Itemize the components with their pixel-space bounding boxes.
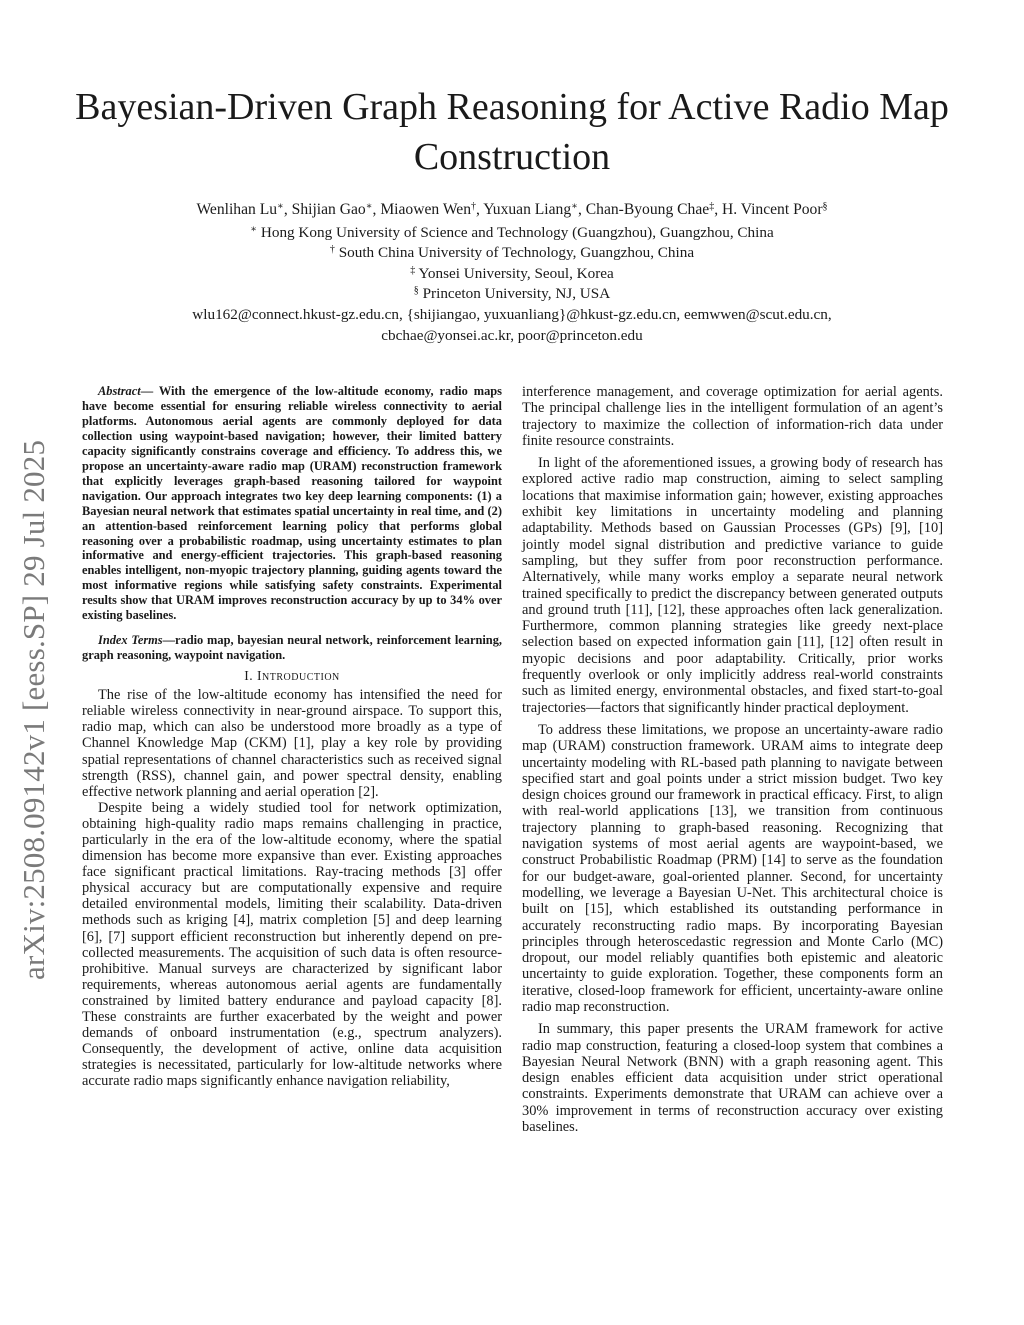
- author-mark: ∗: [277, 201, 284, 212]
- author-name: H. Vincent Poor: [721, 201, 823, 218]
- author-name: Wenlihan Lu: [196, 201, 278, 218]
- author-mark: ‡: [709, 201, 715, 212]
- author-mark: †: [471, 201, 477, 212]
- affiliation-mark: ‡: [410, 264, 416, 276]
- affiliation-text: Princeton University, NJ, USA: [422, 285, 611, 303]
- abstract-label: Abstract: [98, 384, 141, 398]
- email-line: wlu162@connect.hkust-gz.edu.cn, {shijiangao, yuxuanliang}@hkust-gz.edu.cn, eemwwen@scut.edu.cn,: [192, 305, 832, 323]
- index-terms-text: —radio map, bayesian neural network, reinforcement learning, graph reasoning, waypoint navigation.: [82, 633, 502, 663]
- affiliation: [80, 264, 944, 285]
- paragraph: interference management, and coverage optimization for aerial agents. The principal challenge lies in the intelligent formulation of an agent’s trajectory to maximize the collection of information-rich data under finite resource constraints.: [522, 384, 943, 449]
- paragraph: The rise of the low-altitude economy has intensified the need for reliable wireless connectivity in near-ground airspace. To support this, radio map, which can also be understood more broadly as a type of Channel Knowledge Map (CKM) [1], play a key role by providing spatial representations of channel characteristics such as received signal strength (RSS), channel gain, and power spectral density, enabling effective network planning and aerial operation [2].: [82, 687, 502, 800]
- affiliation-text: Yonsei University, Seoul, Korea: [418, 264, 614, 282]
- index-terms: [82, 633, 502, 663]
- paragraph: Despite being a widely studied tool for network optimization, obtaining high-quality radio maps remains challenging in practice, particularly in the era of the low-altitude economy, where the spatial dimension has become more expansive than ever. Existing approaches face significant practical limitations. Ray-tracing methods [3] offer physical accuracy but are computationally expensive and require detailed environmental models, limiting their scalability. Data-driven methods such as kriging [4], matrix completion [5] and deep learning [6], [7] support efficient reconstruction but inherently depend on pre-collected measurements. The acquisition of such data is often resource-prohibitive. Manual surveys are characterized by significant labor requirements, whereas autonomous aerial agents are fundamentally constrained by limited battery endurance and payload capacity [8]. These constraints are further exacerbated by the weight and power demands of onboard instrumentation (e.g., spectrum analyzers). Consequently, the development of active, online data acquisition strategies is necessitated, particularly for low-altitude networks where accurate radio maps significantly enhance navigation reliability,: [82, 799, 502, 1090]
- arxiv-identifier: arXiv:2508.09142v1 [eess.SP] 29 Jul 2025: [16, 439, 51, 980]
- abstract: [82, 384, 502, 623]
- author-name: Miaowen Wen: [380, 201, 472, 218]
- author-list: Wenlihan Lu∗, Shijian Gao∗, Miaowen Wen†, Yuxuan Liang∗, Chan-Byoung Chae‡, H. Vincent Poor§: [196, 201, 828, 218]
- affiliation-mark: ∗: [250, 223, 258, 235]
- affiliation-mark: †: [329, 244, 335, 256]
- affiliation-mark: §: [413, 285, 419, 297]
- affiliation: [80, 284, 944, 305]
- paragraph: To address these limitations, we propose an uncertainty-aware radio map (URAM) construction framework. URAM aims to integrate deep uncertainty modeling with RL-based path planning to navigate between specified start and goal points under a strict mission budget. Two key design choices ground our framework in practical efficacy. First, to align with real-world applications [13], we transition from continuous trajectory planning to graph-based reasoning. Recognizing that navigation systems of most aerial agents are waypoint-based, we construct Probabilistic Roadmap (PRM) [14] to serve as the foundation for our budget-aware, goal-oriented planner. Second, for uncertainty modelling, we leverage a Bayesian U-Net. This architectural choice is built on [15], which established its outstanding performance in accurately reconstructing radio maps. By incorporating Bayesian principles through heteroscedastic regression and Monte Carlo (MC) dropout, our model reliably quantifies both epistemic and aleatoric uncertainty to guide exploration. Together, these components form an iterative, closed-loop framework for efficient, uncertainty-aware online radio map reconstruction.: [522, 721, 943, 1015]
- index-terms-label: Index Terms: [98, 633, 163, 648]
- author-mark: ∗: [571, 201, 578, 212]
- author-name: Yuxuan Liang: [483, 201, 572, 218]
- affiliation: [80, 223, 944, 244]
- left-column: [82, 384, 502, 1090]
- section-heading: I. Introduction: [244, 668, 340, 684]
- author-block: [80, 200, 944, 346]
- paragraph: In light of the aforementioned issues, a growing body of research has explored active radio map construction, aiming to select sampling locations that maximise information gain; however, existing approaches exhibit key limitations in uncertainty modeling and planning adaptability. Methods based on Gaussian Processes (GPs) [9], [10] jointly model signal distribution and predictive variance to guide sampling, but they suffer from poor reconstruction performance. Alternatively, while many works employ a separate neural network trained specifically to predict the discrepancy between generated outputs and ground truth [11], [12], these approaches often lack generalization. Furthermore, common planning strategies like greedy next-place selection based on expected information gain [11], [12] often result in myopic decisions and poor adaptability. Critically, prior works frequently overlook or only implicitly address real-world constraints such as limited energy, environmental obstacles, and fixed start-to-goal trajectories—factors that significantly hinder practical deployment.: [522, 455, 943, 716]
- author-name: Chan-Byoung Chae: [585, 201, 710, 218]
- affiliation-text: Hong Kong University of Science and Technology (Guangzhou), Guangzhou, China: [260, 223, 774, 241]
- affiliation-text: South China University of Technology, Guangzhou, China: [338, 244, 695, 262]
- right-column: [522, 384, 943, 1135]
- paper-title: Bayesian-Driven Graph Reasoning for Active Radio Map Construction: [75, 86, 949, 178]
- paragraph: In summary, this paper presents the URAM framework for active radio map construction, featuring a closed-loop system that combines a Bayesian Neural Network (BNN) with a graph reasoning agent. This design enables efficient data acquisition under strict operational constraints. Experiments demonstrate that URAM can achieve over a 30% improvement in terms of reconstruction accuracy over existing baselines.: [522, 1021, 943, 1136]
- author-name: Shijian Gao: [291, 201, 366, 218]
- affiliation: [80, 243, 944, 264]
- author-mark: ∗: [365, 201, 373, 212]
- abstract-text: — With the emergence of the low-altitude economy, radio maps have become essential for ensuring reliable wireless connectivity to aerial platforms. Autonomous aerial agents are commonly deployed for data collection using waypoint-based navigation; however, their limited battery capacity significantly constrains coverage and efficiency. To address this, we propose an uncertainty-aware radio map (URAM) reconstruction framework that explicitly leverages graph-based reasoning tailored for waypoint navigation. Our approach integrates two key deep learning components: (1) a Bayesian neural network that estimates spatial uncertainty in real time, and (2) an attention-based reinforcement learning policy that performs global reasoning over a probabilistic roadmap, using uncertainty estimates to plan informative and energy-efficient trajectories. This graph-based reasoning enables intelligent, non-myopic trajectory planning, guiding agents toward the most informative regions while satisfying safety constraints. Experimental results show that URAM improves reconstruction accuracy by up to 34% over existing baselines.: [82, 384, 502, 623]
- email-line: cbchae@yonsei.ac.kr, poor@princeton.edu: [381, 326, 643, 344]
- author-mark: §: [822, 201, 828, 212]
